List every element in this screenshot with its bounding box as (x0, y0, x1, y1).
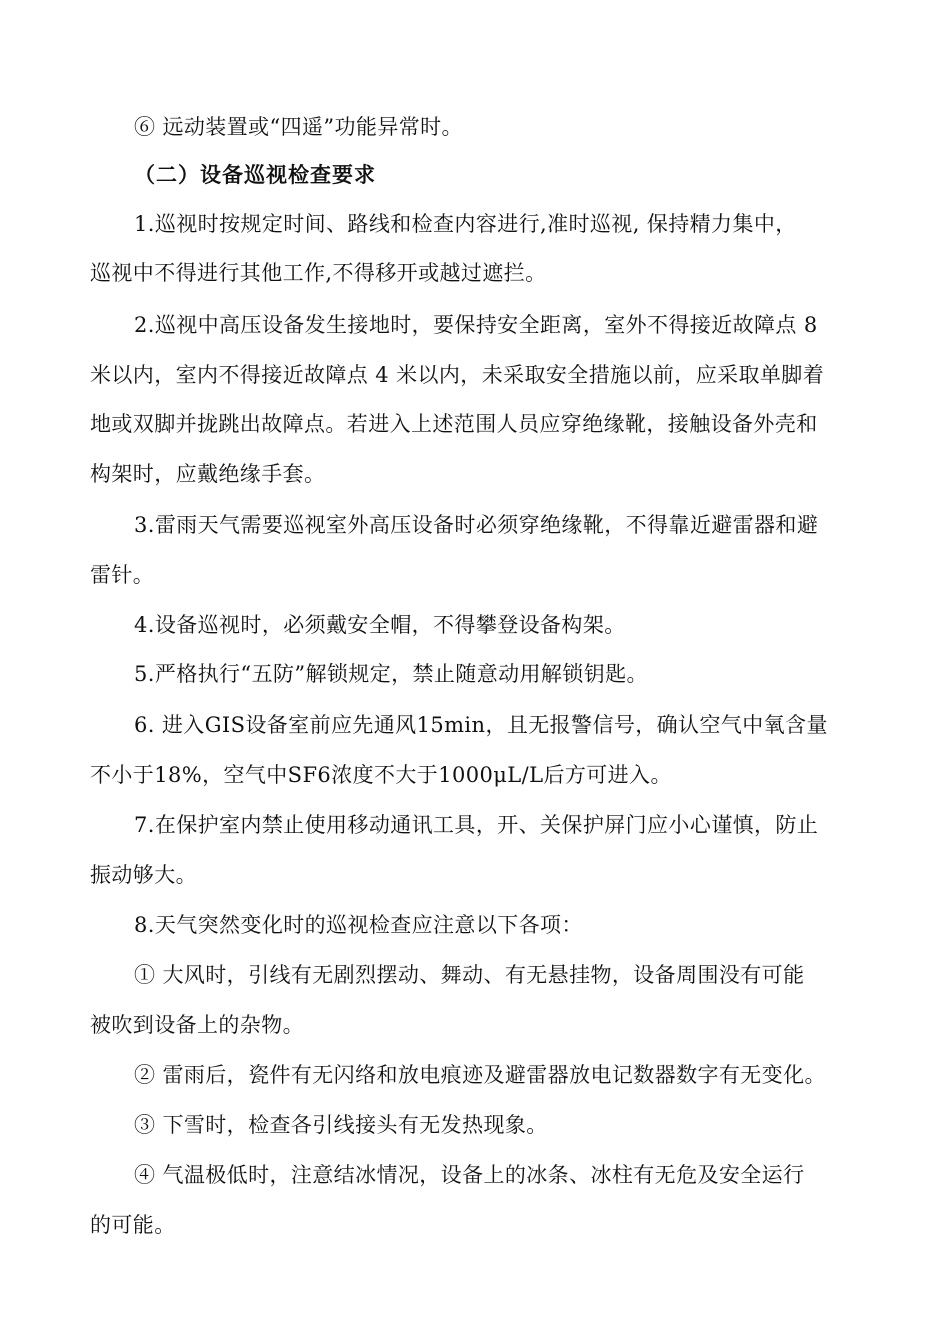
sub-item-1-line-1: ① 大风时，引线有无剧烈摆动、舞动、有无悬挂物，设备周围没有可能 (134, 963, 805, 987)
sub-item-2: ② 雷雨后，瓷件有无闪络和放电痕迹及避雷器放电记数器数字有无变化。 (134, 1063, 826, 1087)
sub-item-1-line-2: 被吹到设备上的杂物。 (90, 1013, 304, 1037)
paragraph-8: 8.天气突然变化时的巡视检查应注意以下各项： (134, 913, 583, 937)
paragraph-3-line-2: 雷针。 (90, 563, 155, 587)
list-item-6: ⑥ 远动装置或“四遥”功能异常时。 (134, 115, 463, 139)
paragraph-1-line-1: 1.巡视时按规定时间、路线和检查内容进行,准时巡视, 保持精力集中， (134, 212, 797, 236)
paragraph-7-line-2: 振动够大。 (90, 863, 197, 887)
paragraph-2-line-4: 构架时，应戴绝缘手套。 (90, 462, 326, 486)
paragraph-2-line-2: 米以内，室内不得接近故障点 4 米以内，未采取安全措施以前，应采取单脚着 (90, 363, 825, 387)
paragraph-4: 4.设备巡视时，必须戴安全帽，不得攀登设备构架。 (134, 613, 626, 637)
sub-item-4-line-2: 的可能。 (90, 1213, 176, 1237)
paragraph-6-line-2: 不小于18%，空气中SF6浓度不大于1000μL/L后方可进入。 (90, 763, 672, 787)
sub-item-3: ③ 下雪时，检查各引线接头有无发热现象。 (134, 1113, 548, 1137)
paragraph-3-line-1: 3.雷雨天气需要巡视室外高压设备时必须穿绝缘靴，不得靠近避雷器和避 (134, 513, 819, 537)
section-heading: （二）设备巡视检查要求 (134, 163, 376, 187)
paragraph-5: 5.严格执行“五防”解锁规定，禁止随意动用解锁钥匙。 (134, 662, 648, 686)
paragraph-1-line-2: 巡视中不得进行其他工作,不得移开或越过遮拦。 (90, 261, 547, 285)
paragraph-2-line-1: 2.巡视中高压设备发生接地时，要保持安全距离，室外不得接近故障点 8 (134, 313, 818, 337)
sub-item-4-line-1: ④ 气温极低时，注意结冰情况，设备上的冰条、冰柱有无危及安全运行 (134, 1163, 805, 1187)
paragraph-7-line-1: 7.在保护室内禁止使用移动通讯工具，开、关保护屏门应小心谨慎，防止 (134, 813, 819, 837)
paragraph-2-line-3: 地或双脚并拢跳出故障点。若进入上述范围人员应穿绝缘靴，接触设备外壳和 (90, 412, 818, 436)
paragraph-6-line-1: 6. 进入GIS设备室前应先通风15min，且无报警信号，确认空气中氧含量 (134, 713, 828, 737)
